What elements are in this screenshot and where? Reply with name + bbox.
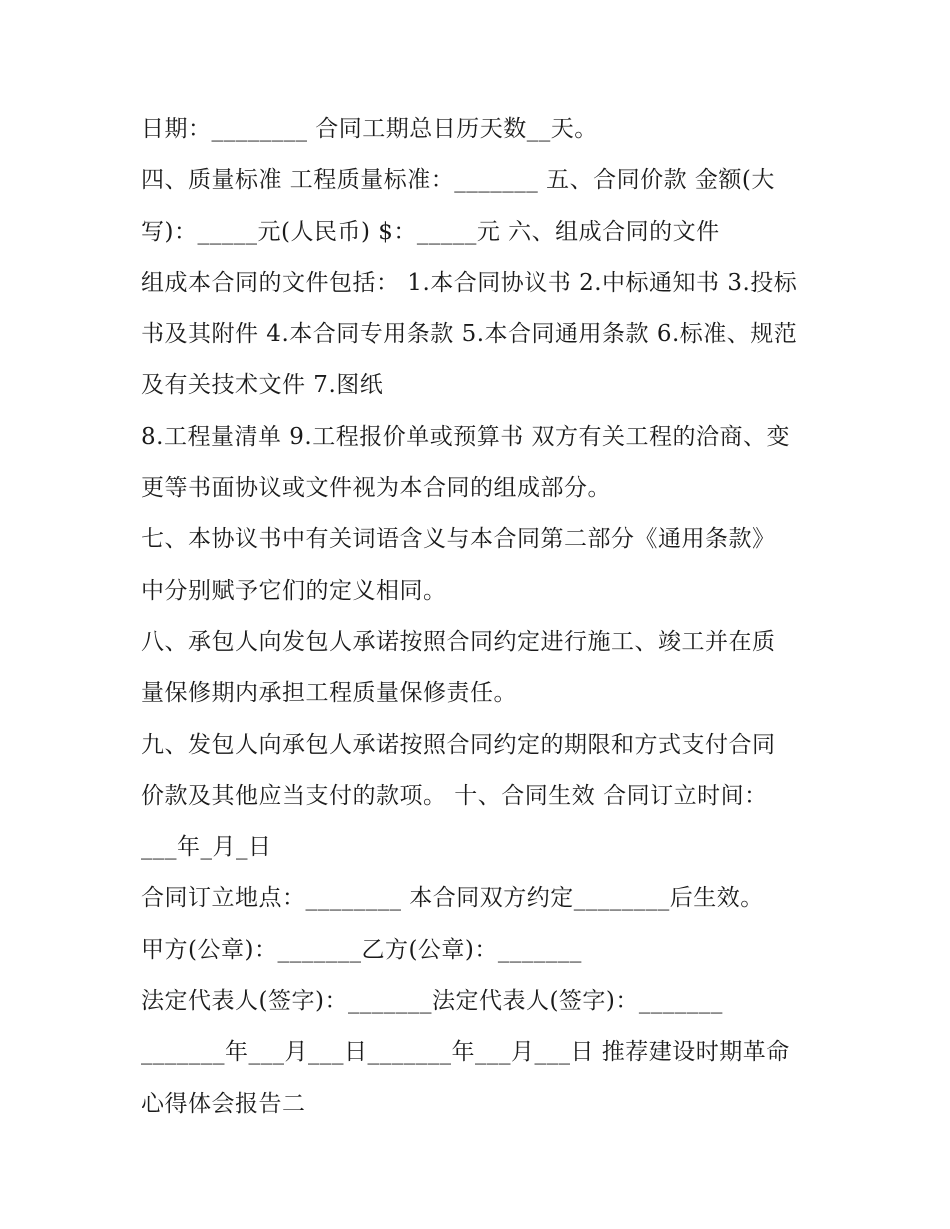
text-line: 中分别赋予它们的定义相同。 (141, 577, 447, 604)
text-line: 更等书面协议或文件视为本合同的组成部分。 (141, 475, 611, 502)
text-line: 书及其附件 4.本合同专用条款 5.本合同通用条款 6.标准、规范 (141, 321, 798, 348)
text-line: 甲方(公章)：_______乙方(公章)：_______ (141, 936, 582, 963)
text-line: _______年___月___日_______年___月___日 推荐建设时期革命 (141, 1039, 790, 1066)
text-line: 心得体会报告二 (141, 1090, 306, 1117)
document-body (141, 104, 831, 1130)
text-line: 组成本合同的文件包括： 1.本合同协议书 2.中标通知书 3.投标 (141, 269, 798, 296)
text-line: 四、质量标准 工程质量标准：_______ 五、合同价款 金额(大 (141, 167, 775, 194)
text-line: 及有关技术文件 7.图纸 (141, 372, 384, 399)
text-line: 九、发包人向承包人承诺按照合同约定的期限和方式支付合同 (141, 731, 776, 758)
text-line: 量保修期内承担工程质量保修责任。 (141, 680, 517, 707)
text-line: 合同订立地点：________ 本合同双方约定________后生效。 (141, 885, 764, 912)
text-line: 日期：________ 合同工期总日历天数__天。 (141, 116, 598, 142)
text-line: 八、承包人向发包人承诺按照合同约定进行施工、竣工并在质 (141, 628, 776, 655)
text-line: 价款及其他应当支付的款项。 十、合同生效 合同订立时间： (141, 782, 768, 809)
text-line: 8.工程量清单 9.工程报价单或预算书 双方有关工程的洽商、变 (141, 423, 791, 450)
text-line: 写)：_____元(人民币) $：_____元 六、组成合同的文件 (141, 218, 720, 245)
text-line: 法定代表人(签字)：_______法定代表人(签字)：_______ (141, 988, 723, 1015)
text-line: ___年_月_日 (141, 834, 272, 861)
text-line: 七、本协议书中有关词语含义与本合同第二部分《通用条款》 (141, 526, 776, 553)
